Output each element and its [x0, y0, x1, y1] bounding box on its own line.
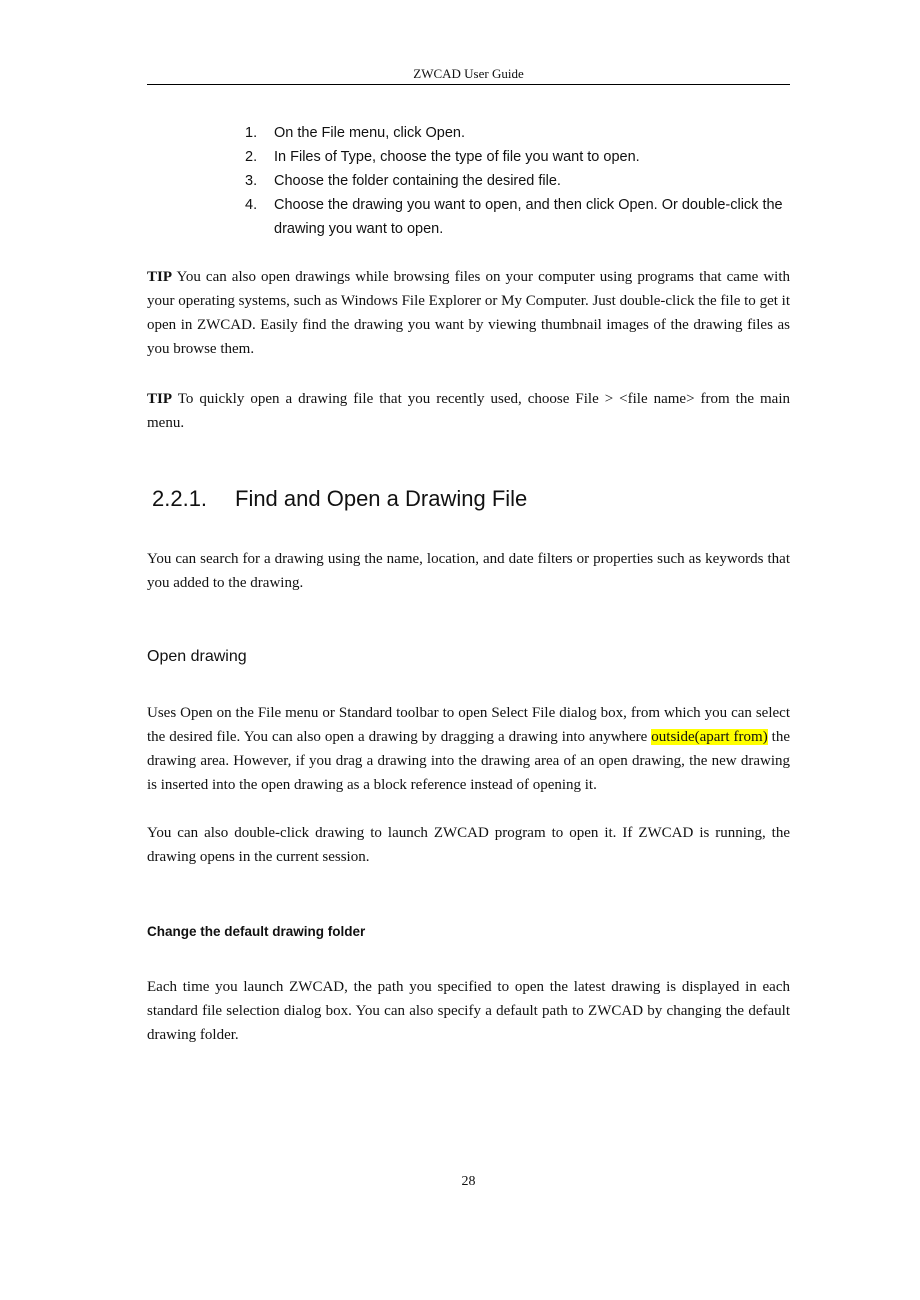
tip-paragraph: [147, 265, 790, 361]
list-item: [243, 193, 790, 241]
step-text: In Files of Type, choose the type of file you want to open.: [274, 149, 640, 165]
step-text: Choose the drawing you want to open, and then click Open. Or double-click the drawing you want to open.: [274, 197, 783, 237]
minor-heading: Change the default drawing folder: [147, 924, 366, 939]
step-number: 3.: [245, 173, 258, 189]
list-item: [243, 169, 790, 193]
step-text: On the File menu, click Open.: [274, 125, 465, 141]
default-folder-paragraph: Each time you launch ZWCAD, the path you specified to open the latest drawing is displayed in each standard file selection dialog box. You can also specify a default path to ZWCAD by changing the default drawing folder.: [147, 979, 790, 1043]
paragraph-text: Uses Open on the File menu or Standard toolbar to open Select File dialog box, from which you can select the desired file. You can also open a drawing by dragging a drawing into anywhere: [147, 705, 790, 745]
highlighted-text: outside(apart from): [651, 729, 768, 745]
page-header: [147, 66, 790, 85]
header-title: ZWCAD User Guide: [413, 66, 524, 81]
tip-label: TIP: [147, 269, 173, 285]
subsection-heading: Open drawing: [147, 648, 247, 665]
open-drawing-paragraph-2: You can also double-click drawing to launch ZWCAD program to open it. If ZWCAD is running, the drawing opens in the current session.: [147, 825, 790, 865]
open-drawing-paragraph: [147, 701, 790, 797]
list-item: [243, 121, 790, 145]
section-intro: You can search for a drawing using the name, location, and date filters or properties such as keywords that you added to the drawing.: [147, 551, 790, 591]
tip-paragraph: [147, 387, 790, 435]
step-number: 2.: [245, 149, 258, 165]
step-number: 1.: [245, 125, 258, 141]
section-title: Find and Open a Drawing File: [235, 486, 528, 511]
paragraph-text: the drawing area. However, if you drag a drawing into the drawing area of an open drawing, the new drawing is inserted into the open drawing as a block reference instead of opening it.: [147, 729, 790, 793]
step-number: 4.: [245, 197, 258, 213]
steps-list: [243, 121, 790, 241]
page-number: 28: [461, 1174, 476, 1189]
tip-text: You can also open drawings while browsing files on your computer using programs that came with your operating systems, such as Windows File Explorer or My Computer. Just double-click the file to get it open in ZWCAD. Easily find the drawing you want by viewing thumbnail images of the drawing files as you browse them.: [147, 269, 790, 357]
section-number: 2.2.1.: [152, 486, 208, 511]
list-item: [243, 145, 790, 169]
tip-text: To quickly open a drawing file that you recently used, choose File > <file name> from the main menu.: [147, 391, 790, 431]
step-text: Choose the folder containing the desired file.: [274, 173, 561, 189]
tip-label: TIP: [147, 391, 173, 407]
section-heading: [152, 486, 527, 512]
